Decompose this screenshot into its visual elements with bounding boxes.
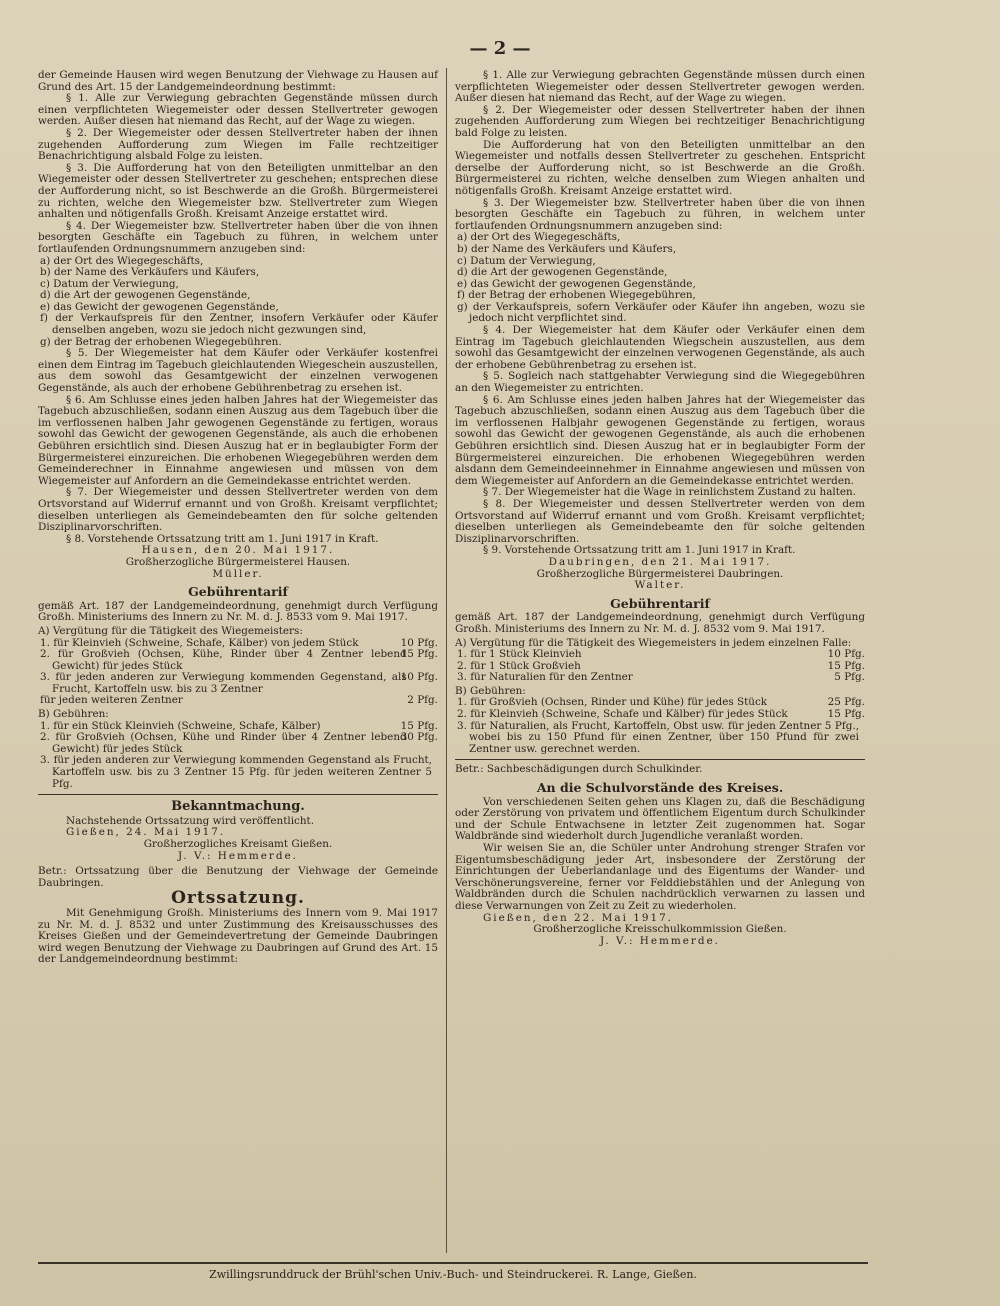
column-divider bbox=[446, 68, 447, 1253]
hausen-para-1: § 1. Alle zur Verwiegung gebrachten Gegenstände müssen durch einen verpflichteten Wiegemeister oder dessen Stellvertreter gewogen werden. Außer diesen hat niemand das Recht, auf der Wage zu wiegen. bbox=[38, 92, 438, 128]
tarif-row: 1. für 1 Stück Kleinvieh 10 Pfg. bbox=[457, 648, 865, 661]
daubringen-para-6: § 5. Sogleich nach stattgehabter Verwiegung sind die Wiegegebühren an den Wiegemeister zu entrichten. bbox=[455, 370, 865, 395]
betr-ortssatzung: Betr.: Ortssatzung über die Benutzung der Viehwage der Gemeinde Daubringen. bbox=[38, 865, 438, 889]
bekanntmachung-title: Bekanntmachung. bbox=[171, 799, 305, 815]
daubringen-para-8: § 7. Der Wiegemeister hat die Wage in reinlichstem Zustand zu halten. bbox=[483, 486, 857, 499]
betr-schulkinder: Betr.: Sachbeschädigungen durch Schulkinder. bbox=[455, 763, 703, 776]
hausen-intro: der Gemeinde Hausen wird wegen Benutzung der Viehwage zu Hausen auf Grund des Art. 15 der Landgemeindeordnung bestimmt: bbox=[38, 69, 438, 93]
schul-para-1: Von verschiedenen Seiten gehen uns Klagen zu, daß die Beschädigung oder Zerstörung von privatem und öffentlichem Eigentum durch Schulkinder und der Schule Entwachsene in letzter Zeit zugenommen hat. Sogar Waldbrände sind wiederholt durch Jugendliche veranlaßt worden. bbox=[455, 795, 865, 843]
daubringen-para-4: § 3. Der Wiegemeister bzw. Stellvertreter haben über die von ihnen besorgten Geschäfte ein Tagebuch zu führen, in welchem unter fortlaufenden Ordnungsnummern anzugeben sind: bbox=[455, 196, 865, 232]
section-rule bbox=[38, 794, 438, 795]
schul-signer: J. V.: Hemmerde. bbox=[600, 934, 720, 947]
daubringen-authority: Großherzogliche Bürgermeisterei Daubringen. bbox=[536, 567, 784, 580]
daubringen-para-7: § 6. Am Schlusse eines jeden halben Jahres hat der Wiegemeister das Tagebuch abzuschließen, sodann einen Auszug aus dem Tagebuch über die im verflossenen Halbjahr gewogenen Gegenstände zu fertigen, woraus sowohl das Gewicht der gewogenen Gegenstände, als auch die erhobenen Gebühren ersichtlich sind. Diesen Auszug hat er in beglaubigter Form der Bürgermeisterei einzureichen. Die erhobenen Wiegegebühren werden alsdann dem Gemeindeeinnehmer in Einnahme angewiesen und müssen von dem Wiegemeister auf Anfordern an die Gemeindekasse entrichtet werden. bbox=[455, 393, 865, 487]
daubringen-para-1: § 1. Alle zur Verwiegung gebrachten Gegenstände müssen durch einen verpflichteten Wiegemeister oder dessen Stellvertreter gewogen werden. Außer diesen hat niemand das Recht, auf der Wage zu wiegen. bbox=[455, 69, 865, 105]
left-column bbox=[38, 70, 438, 966]
hausen-tarif-a-head: A) Vergütung für die Tätigkeit des Wiegemeisters: bbox=[38, 624, 303, 637]
schulvorstaende-title: An die Schulvorstände des Kreises. bbox=[536, 780, 784, 796]
tarif-row: 2. für Großvieh (Ochsen, Kühe und Rinder über 4 Zentner lebend Gewicht) für jedes Stück 30 Pfg. bbox=[40, 731, 438, 755]
right-column bbox=[455, 70, 865, 947]
hausen-tarif-b-head: B) Gebühren: bbox=[38, 708, 109, 721]
tarif-row: 2. für Großvieh (Ochsen, Kühe, Rinder über 4 Zentner lebend Gewicht) für jedes Stück 15 Pfg. bbox=[40, 648, 438, 672]
hausen-authority: Großherzogliche Bürgermeisterei Hausen. bbox=[125, 555, 351, 568]
hausen-list-item: f) der Verkaufspreis für den Zentner, insofern Verkäufer oder Käufer denselben angeben, wozu sie jedoch nicht gezwungen sind, bbox=[40, 312, 438, 337]
hausen-signer: Müller. bbox=[212, 567, 264, 580]
bekanntmachung-place: Gießen, 24. Mai 1917. bbox=[66, 826, 226, 839]
hausen-tarif-intro: gemäß Art. 187 der Landgemeindeordnung, genehmigt durch Verfügung Großh. Ministeriums des Innern zu Nr. M. d. J. 8533 vom 9. Mai 1917. bbox=[38, 599, 438, 624]
daubringen-para-10: § 9. Vorstehende Ortssatzung tritt am 1. Juni 1917 in Kraft. bbox=[483, 544, 796, 557]
hausen-list-item: g) der Betrag der erhobenen Wiegegebühren. bbox=[40, 335, 282, 348]
hausen-list-item: d) die Art der gewogenen Gegenstände, bbox=[40, 289, 251, 302]
schul-authority: Großherzogliche Kreisschulkommission Gießen. bbox=[533, 923, 787, 936]
hausen-list-item: e) das Gewicht der gewogenen Gegenstände, bbox=[40, 300, 279, 313]
daubringen-tarif-a-head: A) Vergütung für die Tätigkeit des Wiegemeisters in jedem einzelnen Falle: bbox=[455, 636, 852, 649]
tarif-row: für jeden weiteren Zentner 2 Pfg. bbox=[40, 694, 438, 707]
hausen-tarif-title: Gebührentarif bbox=[188, 584, 288, 600]
section-rule bbox=[455, 759, 865, 760]
hausen-para-3: § 3. Die Aufforderung hat von den Beteiligten unmittelbar an den Wiegemeister oder dessen Stellvertreter zu geschehen; entsprechen diese der Aufforderung nicht, so ist Beschwerde an die Großh. Bürgermeisterei zu richten, welche den Wiegemeister bzw. Stellvertreter zum Wiegen anhalten und nötigenfalls Großh. Kreisamt Anzeige erstattet wird. bbox=[38, 161, 438, 221]
daubringen-list-item: e) das Gewicht der gewogenen Gegenstände, bbox=[457, 277, 696, 290]
daubringen-para-3: Die Aufforderung hat von den Beteiligten unmittelbar an den Wiegemeister und notfalls dessen Stellvertreter zu geschehen. Entspricht derselbe der Aufforderung nicht, so ist Beschwerde an die Großh. Bürgermeisterei zu richten, welche denselben zum Wiegen anhalten und nötigenfalls Großh. Kreisamt Anzeige erstattet wird. bbox=[455, 138, 865, 197]
hausen-place-date: Hausen, den 20. Mai 1917. bbox=[141, 544, 335, 557]
daubringen-para-5: § 4. Der Wiegemeister hat dem Käufer oder Verkäufer einen dem Eintrag im Tagebuch gleichlautenden Wiegschein auszustellen, aus dem sowohl das Gesamtgewicht der einzelnen verwogenen Gegenstände, als auch der erhobene Gebührenbetrag zu ersehen ist. bbox=[455, 324, 865, 371]
daubringen-list-item: b) der Name des Verkäufers und Käufers, bbox=[457, 242, 677, 255]
tarif-row: 3. für Naturalien für den Zentner 5 Pfg. bbox=[457, 671, 865, 684]
hausen-list-item: c) Datum der Verwiegung, bbox=[40, 277, 179, 290]
daubringen-tarif-intro: gemäß Art. 187 der Landgemeindeordnung, genehmigt durch Verfügung Großh. Ministeriums des Innern zu Nr. M. d. J. 8532 vom 9. Mai 1917. bbox=[455, 611, 865, 635]
hausen-list-item: a) der Ort des Wiegegeschäfts, bbox=[40, 254, 204, 267]
daubringen-tarif-title: Gebührentarif bbox=[610, 595, 710, 611]
tarif-row: 2. für 1 Stück Großvieh 15 Pfg. bbox=[457, 659, 865, 672]
bekanntmachung-signer: J. V.: Hemmerde. bbox=[178, 849, 298, 862]
tarif-row: 2. für Kleinvieh (Schweine, Schafe und Kälber) für jedes Stück 15 Pfg. bbox=[457, 708, 865, 721]
daubringen-list-item: d) die Art der gewogenen Gegenstände, bbox=[457, 266, 668, 279]
hausen-para-4: § 4. Der Wiegemeister bzw. Stellvertreter haben über die von ihnen besorgten Geschäfte ein Tagebuch zu führen, in welchem unter fortlaufenden Ordnungsnummern anzugeben sind: bbox=[38, 219, 438, 255]
daubringen-list-item: a) der Ort des Wiegegeschäfts, bbox=[457, 231, 621, 244]
tarif-row: 1. für Kleinvieh (Schweine, Schafe, Kälber) von jedem Stück 10 Pfg. bbox=[40, 636, 438, 649]
printer-imprint: Zwillingsrunddruck der Brühl'schen Univ.-Buch- und Steindruckerei. R. Lange, Gießen. bbox=[38, 1262, 868, 1281]
bekanntmachung-authority: Großherzogliches Kreisamt Gießen. bbox=[143, 838, 333, 850]
tarif-row: 1. für Großvieh (Ochsen, Rinder und Kühe) für jedes Stück 25 Pfg. bbox=[457, 696, 865, 709]
hausen-para-6: § 6. Am Schlusse eines jeden halben Jahres hat der Wiegemeister das Tagebuch abzuschließen, sodann einen Auszug aus dem Tagebuch über die im verflossenen halben Jahr gewogenen Gegenstände zu fertigen, woraus sowohl das Gewicht der gewogenen Gegenstände, als auch die erhobenen Gebühren ersichtlich sind. Diesen Auszug hat er in beglaubigter Form der Bürgermeisterei einzureichen. Die erhobenen Wiegegebühren werden dem Gemeinderechner in Einnahme angewiesen und müssen von dem Wiegemeister auf Anfordern an die Gemeindekasse entrichtet werden. bbox=[38, 393, 438, 487]
daubringen-signer: Walter. bbox=[634, 579, 686, 592]
bekanntmachung-text: Nachstehende Ortssatzung wird veröffentlicht. bbox=[66, 814, 315, 827]
schul-para-2: Wir weisen Sie an, die Schüler unter Androhung strenger Strafen vor Eigentumsbeschädigung jeder Art, insbesondere der Zerstörung der Einrichtungen der Ueberlandanlage und des Eigentums der Wander- und Verschönerungsvereine, ferner vor Felddiebstählen und der Anlegung von Waldbränden durch die Schulen nachdrücklich verwarnen zu lassen und diese Verwarnungen von Zeit zu Zeit zu wiederholen. bbox=[455, 842, 865, 912]
tarif-row: 3. für jeden anderen zur Verwiegung kommenden Gegenstand, als Frucht, Kartoffeln usw. bis zu 3 Zentner 10 Pfg. bbox=[40, 671, 438, 695]
ortssatzung-title: Ortssatzung. bbox=[171, 888, 305, 909]
daubringen-place-date: Daubringen, den 21. Mai 1917. bbox=[548, 555, 772, 568]
daubringen-para-9: § 8. Der Wiegemeister und dessen Stellvertreter werden von dem Ortsvorstand auf Widerruf ernannt und vom Großh. Kreisamt verpflichtet; dieselben unterliegen als Gemeindebeamte den für solche geltenden Disziplinarvorschriften. bbox=[455, 497, 865, 545]
hausen-para-7: § 7. Der Wiegemeister und dessen Stellvertreter werden von dem Ortsvorstand auf Widerruf ernannt und von Großh. Kreisamt verpflichtet; dieselben unterliegen als Gemeindebeamten den für solche geltenden Disziplinarvorschriften. bbox=[38, 486, 438, 534]
tarif-row: 3. für Naturalien, als Frucht, Kartoffeln, Obst usw. für jeden Zentner 5 Pfg., wobei bis zu 150 Pfund für einen Zentner, über 150 Pfund für zwei Zentner usw. gerechnet werden. bbox=[457, 719, 859, 755]
daubringen-tarif-b-head: B) Gebühren: bbox=[455, 684, 526, 697]
ortssatzung-text: Mit Genehmigung Großh. Ministeriums des Innern vom 9. Mai 1917 zu Nr. M. d. J. 8532 und unter Zustimmung des Kreisausschusses des Kreises Gießen und der Gemeindevertretung der Gemeinde Daubringen wird wegen Benutzung der Viehwage zu Daubringen auf Grund des Art. 15 der Landgemeindeordnung bestimmt: bbox=[38, 906, 438, 966]
daubringen-list-item: c) Datum der Verwiegung, bbox=[457, 254, 596, 267]
daubringen-list-item: g) der Verkaufspreis, sofern Verkäufer oder Käufer ihn angeben, wozu sie jedoch nicht verpflichtet sind. bbox=[457, 300, 865, 325]
hausen-para-8: § 8. Vorstehende Ortssatzung tritt am 1. Juni 1917 in Kraft. bbox=[66, 532, 379, 545]
tarif-row: 3. für jeden anderen zur Verwiegung kommenden Gegenstand als Frucht, Kartoffeln usw. bis zu 3 Zentner 15 Pfg. für jeden weiteren Zentner 5 Pfg. bbox=[40, 754, 432, 790]
schul-place-date: Gießen, den 22. Mai 1917. bbox=[483, 911, 673, 924]
hausen-para-2: § 2. Der Wiegemeister oder dessen Stellvertreter haben der ihnen zugehenden Aufforderung zum Wiegen im Falle rechtzeitiger Benachrichtigung alsbald Folge zu leisten. bbox=[38, 126, 438, 163]
hausen-list-item: b) der Name des Verkäufers und Käufers, bbox=[40, 266, 260, 279]
daubringen-para-2: § 2. Der Wiegemeister oder dessen Stellvertreter haben der ihnen zugehenden Aufforderung zum Wiegen bei rechtzeitiger Benachrichtigung bald Folge zu leisten. bbox=[455, 103, 865, 139]
daubringen-list-item: f) der Betrag der erhobenen Wiegegebühren, bbox=[457, 289, 696, 302]
hausen-para-5: § 5. Der Wiegemeister hat dem Käufer oder Verkäufer kostenfrei einen dem Eintrag im Tagebuch gleichlautenden Wiegeschein auszustellen, aus dem sowohl das Gesamtgewicht der einzelnen verwogenen Gegenstände, als auch der erhobene Gebührenbetrag zu ersehen ist. bbox=[38, 347, 438, 395]
page-number: — 2 — bbox=[469, 38, 531, 59]
tarif-row: 1. für ein Stück Kleinvieh (Schweine, Schafe, Kälber) 15 Pfg. bbox=[40, 719, 438, 732]
